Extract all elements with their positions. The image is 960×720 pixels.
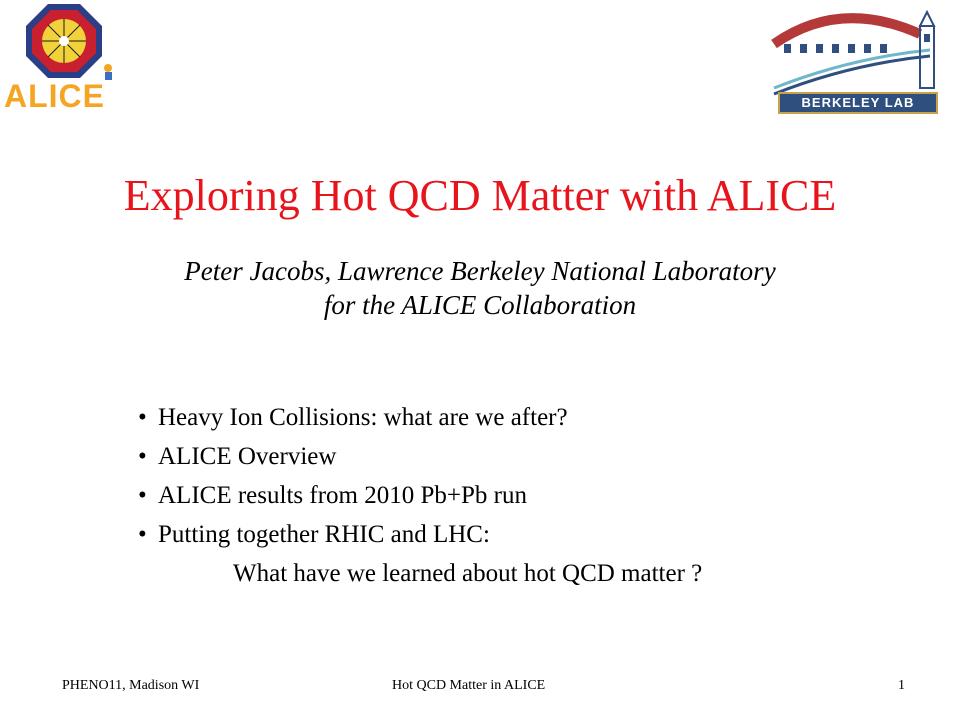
page-number: 1 — [898, 678, 905, 693]
bullet-item: • ALICE results from 2010 Pb+Pb run — [138, 476, 568, 515]
bullet-dot-icon: • — [138, 521, 147, 548]
bullet-item: • Heavy Ion Collisions: what are we after? — [138, 398, 568, 437]
bullet-continuation: What have we learned about hot QCD matter ? — [233, 560, 703, 587]
author-block — [0, 254, 960, 322]
bullet-dot-icon: • — [138, 443, 147, 470]
berkeley-lab-logo — [770, 4, 950, 122]
affiliation-line: for the ALICE Collaboration — [323, 290, 637, 320]
bullet-dot-icon: • — [138, 404, 147, 431]
slide-title: Exploring Hot QCD Matter with ALICE — [123, 171, 837, 220]
bullet-dot-icon: • — [138, 482, 147, 509]
author-line: Peter Jacobs, Lawrence Berkeley National Laboratory — [184, 256, 776, 286]
footer-venue: PHENO11, Madison WI — [62, 678, 200, 693]
bullet-item: • Putting together RHIC and LHC: — [138, 515, 568, 554]
alice-wordmark: ALICE — [4, 78, 105, 114]
footer-title: Hot QCD Matter in ALICE — [392, 678, 546, 693]
berkeley-lab-wordmark: BERKELEY LAB — [778, 92, 938, 114]
bullet-list — [138, 398, 568, 554]
alice-logo — [0, 0, 130, 112]
bullet-item: • ALICE Overview — [138, 437, 568, 476]
